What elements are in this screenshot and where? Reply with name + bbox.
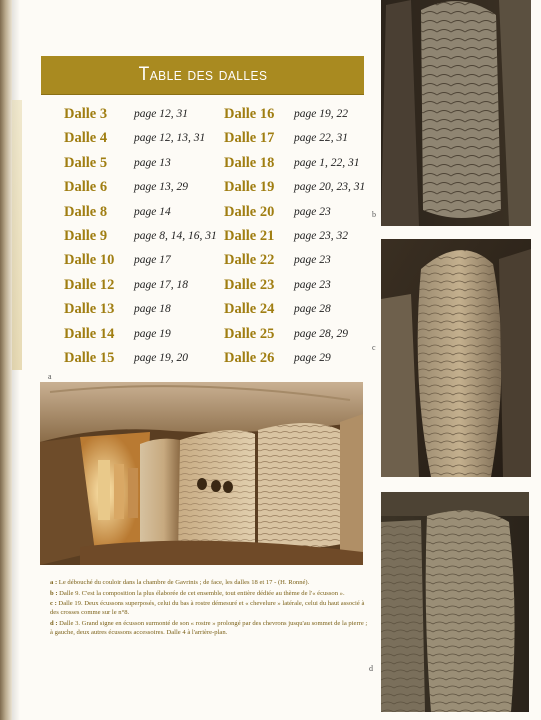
dalle-pages: page 23, 32 — [294, 230, 348, 242]
photo-chamber-a — [40, 382, 363, 565]
dalle-pages: page 1, 22, 31 — [294, 156, 360, 169]
caption-text: Le débouché du couloir dans la chambre de Gavrinis ; de face, les dalles 18 et 17 - (H. Ronné). — [57, 579, 310, 586]
dalle-label: Dalle 13 — [64, 301, 115, 318]
caption-a — [50, 578, 370, 587]
decorative-band — [12, 100, 22, 370]
dalle-pages: page 28 — [294, 303, 331, 316]
caption-d — [50, 619, 370, 638]
photo-letter-b: b — [372, 210, 376, 219]
page-title: Table des dalles — [138, 64, 267, 85]
caption-text: Dalle 3. Grand signe en écusson surmonté de son « rostre » prolongé par des chevrons jusqu'au sommet de la pierre ; à gauche, deux autres écussons accessoires. Dalle 4 à l'arrière-plan. — [50, 620, 368, 637]
dalle-pages: page 14 — [134, 205, 171, 218]
caption-key: b : — [50, 589, 58, 597]
dalle-label: Dalle 9 — [64, 228, 108, 244]
book-spine — [0, 0, 12, 720]
dalle-pages: page 23 — [294, 254, 331, 267]
dalle-label: Dalle 24 — [224, 301, 275, 318]
dalle-label: Dalle 12 — [64, 276, 115, 293]
dalle-pages: page 17 — [134, 254, 171, 267]
caption-text: Dalle 9. C'est la composition la plus élaborée de cet ensemble, tout entière dédiée au thème de l'« écusson ». — [57, 589, 345, 597]
dalle-label: Dalle 15 — [64, 350, 115, 366]
photo-letter-d: d — [369, 664, 373, 673]
dalle-pages: page 12, 31 — [134, 108, 188, 120]
dalle-pages: page 13 — [134, 156, 171, 169]
dalle-label: Dalle 17 — [224, 130, 275, 147]
dalle-label: Dalle 26 — [224, 350, 275, 366]
dalle-pages: page 19, 22 — [294, 108, 348, 120]
dalle-label: Dalle 8 — [64, 203, 108, 220]
dalle-label: Dalle 19 — [224, 179, 275, 196]
dalle-label: Dalle 23 — [224, 276, 275, 293]
dalle-table-left — [64, 106, 224, 376]
dalle-pages: page 19, 20 — [134, 352, 188, 364]
caption-c — [50, 599, 370, 618]
dalle-table-right — [224, 106, 374, 376]
dalle-label: Dalle 18 — [224, 154, 275, 171]
photo-dalle-d — [381, 492, 529, 712]
dalle-pages: page 17, 18 — [134, 278, 188, 291]
dalle-label: Dalle 3 — [64, 106, 108, 122]
dalle-pages: page 19 — [134, 327, 171, 340]
dalle-label: Dalle 25 — [224, 325, 275, 342]
photo-letter-a: a — [48, 372, 52, 381]
dalle-label: Dalle 16 — [224, 106, 275, 122]
dalle-label: Dalle 10 — [64, 252, 115, 269]
dalle-pages: page 22, 31 — [294, 132, 348, 145]
dalle-label: Dalle 21 — [224, 228, 275, 244]
dalle-label: Dalle 22 — [224, 252, 275, 269]
photo-dalle-b — [381, 0, 531, 226]
dalle-label: Dalle 20 — [224, 203, 275, 220]
caption-key: d : — [50, 620, 58, 628]
dalle-pages: page 23 — [294, 205, 331, 218]
dalle-pages: page 13, 29 — [134, 181, 188, 194]
caption-key: a : — [50, 579, 58, 586]
dalle-pages: page 20, 23, 31 — [294, 181, 366, 194]
title-banner — [41, 56, 364, 95]
caption-key: c : — [50, 600, 57, 608]
dalle-label: Dalle 14 — [64, 325, 115, 342]
dalle-pages: page 18 — [134, 303, 171, 316]
dalle-label: Dalle 4 — [64, 130, 108, 147]
dalle-pages: page 23 — [294, 278, 331, 291]
caption-b — [50, 589, 370, 598]
dalle-pages: page 28, 29 — [294, 327, 348, 340]
dalle-pages: page 12, 13, 31 — [134, 132, 206, 145]
dalle-label: Dalle 6 — [64, 179, 108, 196]
photo-dalle-c — [381, 239, 531, 477]
dalle-pages: page 8, 14, 16, 31 — [134, 230, 217, 242]
photo-captions — [50, 578, 370, 639]
dalle-pages: page 29 — [294, 352, 331, 364]
photo-letter-c: c — [372, 343, 376, 352]
dalle-label: Dalle 5 — [64, 154, 108, 171]
caption-text: Dalle 19. Deux écussons superposés, celui du bas à rostre démesuré et « chevelure » latérale, celui du haut associé à des crosses comme sur le n°8. — [50, 600, 365, 617]
